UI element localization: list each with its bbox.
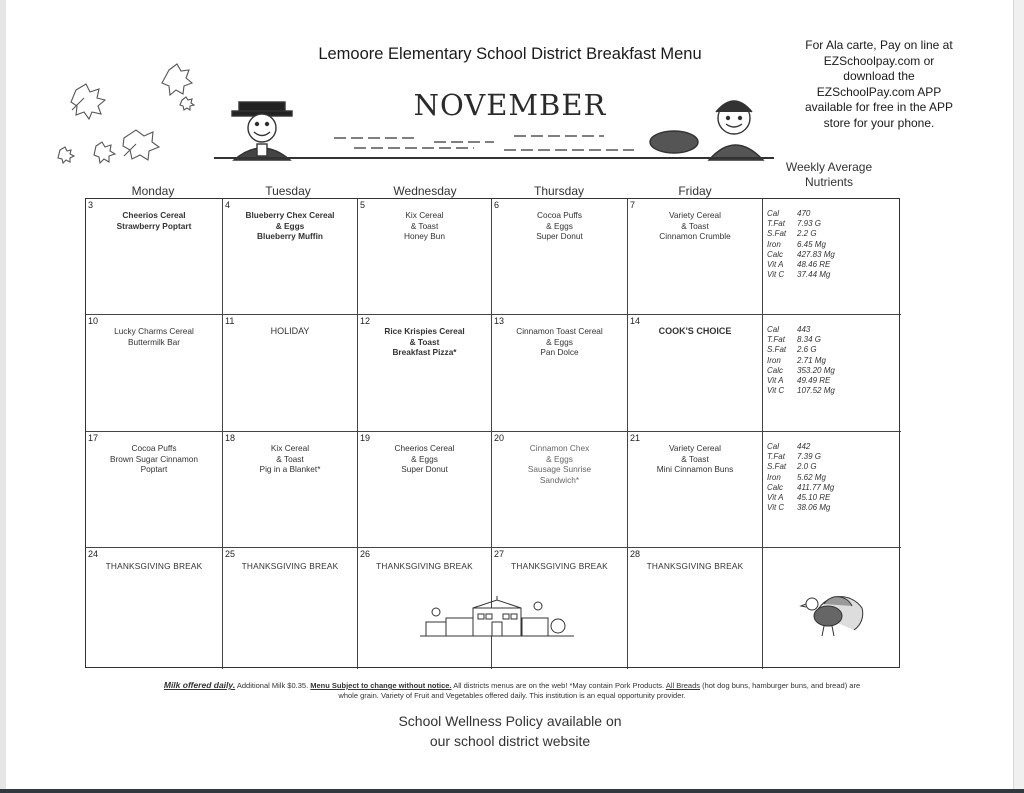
menu-items: Cocoa Puffs Brown Sugar Cinnamon Poptart <box>109 443 199 474</box>
day-header-friday: Friday <box>678 184 712 198</box>
day-number: 7 <box>630 200 636 210</box>
weekly-nutrients-cell <box>763 199 901 315</box>
day-number: 19 <box>360 433 371 443</box>
calendar-day-cell <box>223 432 358 548</box>
nutrient-list: Cal 443 T.Fat 8.34 G S.Fat 2.6 G Iron 2.71 Mg Calc 353.20 Mg Vit A 49.49 RE Vit C 107.52 Mg <box>767 325 835 396</box>
calendar-day-cell <box>86 315 223 432</box>
day-number: 13 <box>494 316 505 326</box>
menu-items: Lucky Charms Cereal Buttermilk Bar <box>114 326 194 347</box>
day-number: 28 <box>630 549 641 559</box>
weekly-nutrients-cell <box>763 315 901 432</box>
menu-items: Variety Cereal & Toast Mini Cinnamon Buns <box>656 443 734 474</box>
day-number: 21 <box>630 433 641 443</box>
calendar-day-cell <box>492 432 628 548</box>
calendar-day-cell <box>492 315 628 432</box>
day-number: 26 <box>360 549 371 559</box>
day-number: 18 <box>225 433 236 443</box>
page-edge-right <box>1013 0 1024 793</box>
menu-items: Variety Cereal & Toast Cinnamon Crumble <box>659 210 731 241</box>
break-label: THANKSGIVING BREAK <box>241 561 339 571</box>
menu-items: Cheerios Cereal Strawberry Poptart <box>116 210 192 231</box>
day-header-thursday: Thursday <box>533 184 585 198</box>
break-label: THANKSGIVING BREAK <box>105 561 203 571</box>
school-building-illustration <box>418 596 576 642</box>
nutrient-list: Cal 442 T.Fat 7.39 G S.Fat 2.0 G Iron 5.62 Mg Calc 411.77 Mg Vit A 45.10 RE Vit C 38.06 Mg <box>767 442 835 513</box>
break-label: THANKSGIVING BREAK <box>511 561 608 571</box>
menu-items: Blueberry Chex Cereal & Eggs Blueberry Muffin <box>245 210 335 241</box>
calendar-day-cell <box>86 548 223 669</box>
menu-items: Cheerios Cereal & Eggs Super Donut <box>394 443 455 474</box>
weekly-nutrients-header: Weekly Average Nutrients <box>785 160 873 189</box>
calendar-day-cell <box>86 199 223 315</box>
calendar-day-cell <box>628 432 763 548</box>
calendar-day-cell <box>492 199 628 315</box>
day-number: 4 <box>225 200 231 210</box>
day-number: 14 <box>630 316 641 326</box>
bottom-border <box>0 789 1024 793</box>
day-number: 25 <box>225 549 236 559</box>
day-number: 24 <box>88 549 99 559</box>
calendar-day-cell <box>223 548 358 669</box>
month-heading: NOVEMBER <box>413 88 607 122</box>
calendar-day-cell <box>223 199 358 315</box>
calendar-day-cell <box>628 315 763 432</box>
day-number: 3 <box>88 200 94 210</box>
calendar-day-cell <box>628 199 763 315</box>
turkey-illustration <box>794 574 866 640</box>
menu-items: Cinnamon Toast Cereal & Eggs Pan Dolce <box>516 326 603 357</box>
day-header-wednesday: Wednesday <box>393 184 457 198</box>
day-header-tuesday: Tuesday <box>265 184 311 198</box>
menu-title: Lemoore Elementary School District Breakfast Menu <box>318 45 702 63</box>
break-label: THANKSGIVING BREAK <box>646 561 744 571</box>
day-number: 20 <box>494 433 505 443</box>
calendar-day-cell <box>628 548 763 669</box>
menu-items: COOK'S CHOICE <box>658 326 732 336</box>
day-number: 17 <box>88 433 99 443</box>
menu-footer-notes: Milk offered daily. Additional Milk $0.35. Menu Subject to change without notice. All districts menus are on the web! *May contain Pork Products. All Breads (hot dog buns, hamburger buns, and bread) are whole grain. Variety of Fruit and Vegetables offered daily. This institution is an equal opportunity provider. <box>163 680 861 700</box>
break-label: THANKSGIVING BREAK <box>376 561 473 571</box>
nutrient-list: Cal 470 T.Fat 7.93 G S.Fat 2.2 G Iron 6.45 Mg Calc 427.83 Mg Vit A 48.46 RE Vit C 37.44 Mg <box>767 209 835 280</box>
day-number: 27 <box>494 549 505 559</box>
day-number: 5 <box>360 200 366 210</box>
calendar-day-cell <box>358 199 492 315</box>
day-number: 11 <box>225 316 235 326</box>
day-number: 10 <box>88 316 99 326</box>
menu-items: Cocoa Puffs & Eggs Super Donut <box>536 210 583 241</box>
day-number: 6 <box>494 200 500 210</box>
autumn-leaves-illustration <box>54 58 204 168</box>
day-header-monday: Monday <box>131 184 175 198</box>
payment-note: For Ala carte, Pay on line at EZSchoolpay.com or download the EZSchoolPay.com APP available for free in the APP store for your phone. <box>804 38 954 130</box>
calendar-day-cell <box>358 432 492 548</box>
wellness-policy-note: School Wellness Policy available on our school district website <box>398 713 622 749</box>
day-number: 12 <box>360 316 371 326</box>
page-edge <box>0 0 6 793</box>
weekly-nutrients-cell <box>763 432 901 548</box>
menu-items: Kix Cereal & Toast Honey Bun <box>403 210 446 241</box>
calendar-day-cell <box>358 315 492 432</box>
calendar-day-cell <box>86 432 223 548</box>
menu-items: HOLIDAY <box>270 326 310 336</box>
menu-items: Cinnamon Chex & Eggs Sausage Sunrise Sandwich* <box>527 443 592 485</box>
menu-items: Kix Cereal & Toast Pig in a Blanket* <box>259 443 321 474</box>
calendar-day-cell <box>223 315 358 432</box>
menu-items: Rice Krispies Cereal & Toast Breakfast Pizza* <box>384 326 465 357</box>
